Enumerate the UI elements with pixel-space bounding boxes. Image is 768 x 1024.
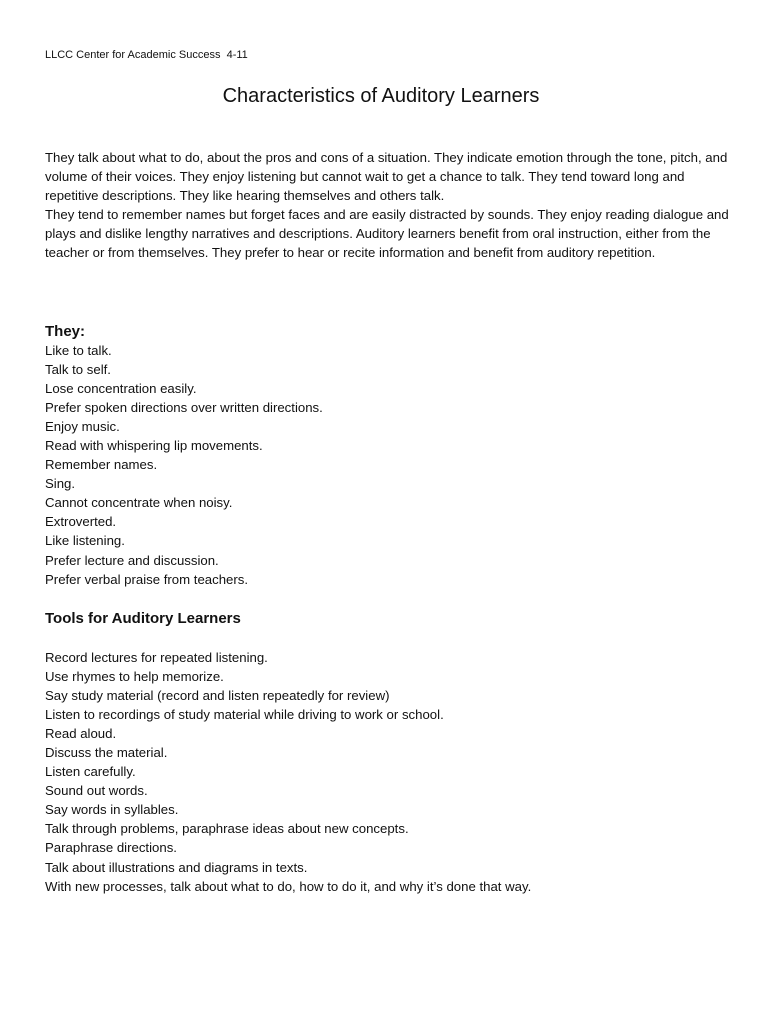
list-item: Talk through problems, paraphrase ideas about new concepts. <box>45 821 409 837</box>
list-item: Enjoy music. <box>45 419 120 435</box>
list-item: Say study material (record and listen repeatedly for review) <box>45 688 390 704</box>
page-header: LLCC Center for Academic Success 4-11 <box>45 49 248 61</box>
tools-list <box>45 648 531 896</box>
list-item: Extroverted. <box>45 514 117 530</box>
list-item: Talk to self. <box>45 362 111 378</box>
page-title: Characteristics of Auditory Learners <box>222 85 540 107</box>
list-item: Talk about illustrations and diagrams in texts. <box>45 859 308 875</box>
list-item: Prefer verbal praise from teachers. <box>45 571 249 587</box>
they-list <box>45 341 323 589</box>
list-item: Read with whispering lip movements. <box>45 438 263 454</box>
list-item: Discuss the material. <box>45 745 168 761</box>
list-item: Use rhymes to help memorize. <box>45 669 224 685</box>
list-item: Listen to recordings of study material while driving to work or school. <box>45 707 444 723</box>
list-item: Prefer spoken directions over written directions. <box>45 400 323 416</box>
list-item: Prefer lecture and discussion. <box>45 552 219 568</box>
list-item: With new processes, talk about what to do, how to do it, and why it’s done that way. <box>45 878 532 894</box>
tools-heading: Tools for Auditory Learners <box>45 610 241 627</box>
list-item: Say words in syllables. <box>45 802 179 818</box>
list-item: Listen carefully. <box>45 764 136 780</box>
list-item: Read aloud. <box>45 726 117 742</box>
list-item: Record lectures for repeated listening. <box>45 650 268 665</box>
intro-paragraph: They talk about what to do, about the pros and cons of a situation. They indicate emotion through the tone, pitch, and volume of their voices. They enjoy listening but cannot wait to get a chance to talk. They tend toward long and repetitive descriptions. They like hearing themselves and others talk. <box>45 150 728 204</box>
they-heading: They: <box>45 323 86 340</box>
list-item: Lose concentration easily. <box>45 381 197 397</box>
list-item: Cannot concentrate when noisy. <box>45 495 233 511</box>
list-item: Like listening. <box>45 533 125 549</box>
list-item: Sound out words. <box>45 783 148 799</box>
list-item: Sing. <box>45 476 76 492</box>
list-item: Like to talk. <box>45 343 112 358</box>
list-item: Paraphrase directions. <box>45 840 177 856</box>
intro-paragraph: They tend to remember names but forget faces and are easily distracted by sounds. They enjoy reading dialogue and plays and dislike lengthy narratives and descriptions. Auditory learners benefit from oral instruction, either from the teacher or from themselves. They prefer to hear or recite information and benefit from auditory repetition. <box>45 207 729 261</box>
list-item: Remember names. <box>45 457 158 473</box>
intro-section <box>45 148 735 263</box>
